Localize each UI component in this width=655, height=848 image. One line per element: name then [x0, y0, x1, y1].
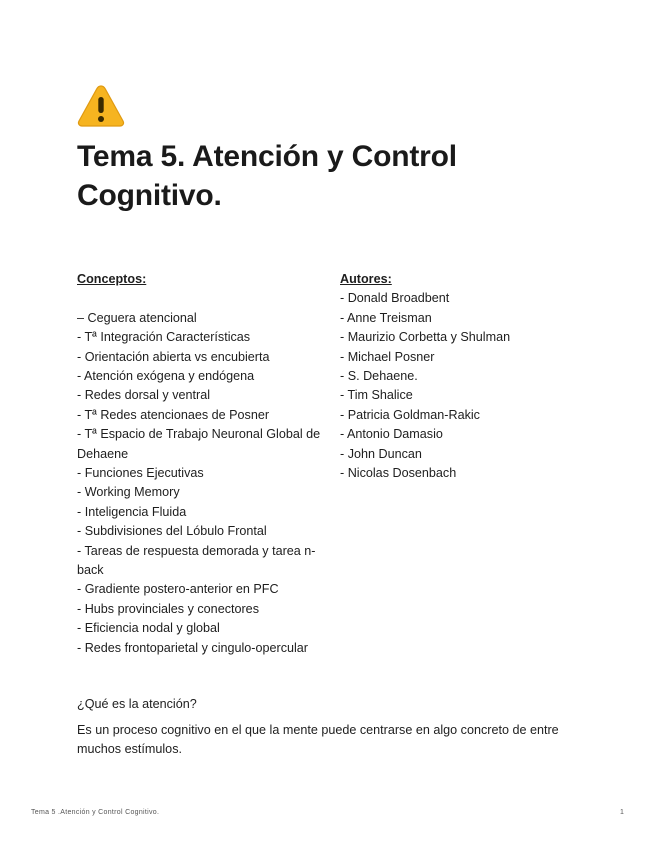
list-item: - Tª Redes atencionaes de Posner — [77, 407, 270, 422]
list-item: - Subdivisiones del Lóbulo Frontal — [77, 524, 267, 539]
section-question: ¿Qué es la atención? — [77, 697, 197, 711]
list-item: - Tareas de respuesta demorada y tarea n-back — [77, 543, 316, 578]
list-item: - Eficiencia nodal y global — [77, 621, 220, 636]
list-item: - John Duncan — [340, 446, 422, 461]
list-item: - Working Memory — [77, 485, 180, 500]
list-item: - Tim Shalice — [340, 388, 413, 403]
list-item: - Tª Integración Características — [77, 330, 251, 345]
list-item: - Patricia Goldman-Rakic — [340, 407, 480, 422]
list-item: - Michael Posner — [340, 349, 435, 364]
warning-icon — [77, 84, 125, 128]
list-item: - Funciones Ejecutivas — [77, 466, 204, 481]
conceptos-section — [77, 270, 327, 658]
spacer — [77, 289, 327, 308]
page-number: 1 — [620, 809, 624, 816]
list-item: - Atención exógena y endógena — [77, 369, 255, 383]
autores-section — [340, 270, 590, 483]
list-item: - S. Dehaene. — [340, 369, 418, 384]
list-item: - Donald Broadbent — [340, 291, 450, 306]
list-item: - Anne Treisman — [340, 310, 432, 325]
list-item: - Nicolas Dosenbach — [340, 466, 457, 481]
list-item: - Orientación abierta vs encubierta — [77, 349, 270, 364]
conceptos-list — [77, 309, 327, 658]
list-item: - Tª Espacio de Trabajo Neuronal Global de Dehaene — [77, 427, 321, 461]
list-item: - Redes dorsal y ventral — [77, 388, 210, 403]
list-item: - Inteligencia Fluida — [77, 504, 187, 519]
autores-heading: Autores: — [340, 272, 392, 286]
list-item: - Redes frontoparietal y cingulo-opercular — [77, 640, 309, 655]
body-paragraph: Es un proceso cognitivo en el que la mente puede centrarse en algo concreto de entre muchos estímulos. — [77, 723, 559, 757]
list-item: - Gradiente postero-anterior en PFC — [77, 582, 279, 597]
list-item: - Maurizio Corbetta y Shulman — [340, 330, 511, 345]
footer-title: Tema 5 .Atención y Control Cognitivo. — [31, 809, 160, 816]
list-item: - Hubs provinciales y conectores — [77, 601, 259, 616]
list-item: - Antonio Damasio — [340, 427, 443, 442]
conceptos-heading: Conceptos: — [77, 272, 147, 286]
autores-list — [340, 289, 590, 483]
page-title: Tema 5. Atención y Control Cognitivo. — [77, 140, 457, 212]
list-item: – Ceguera atencional — [77, 310, 197, 325]
